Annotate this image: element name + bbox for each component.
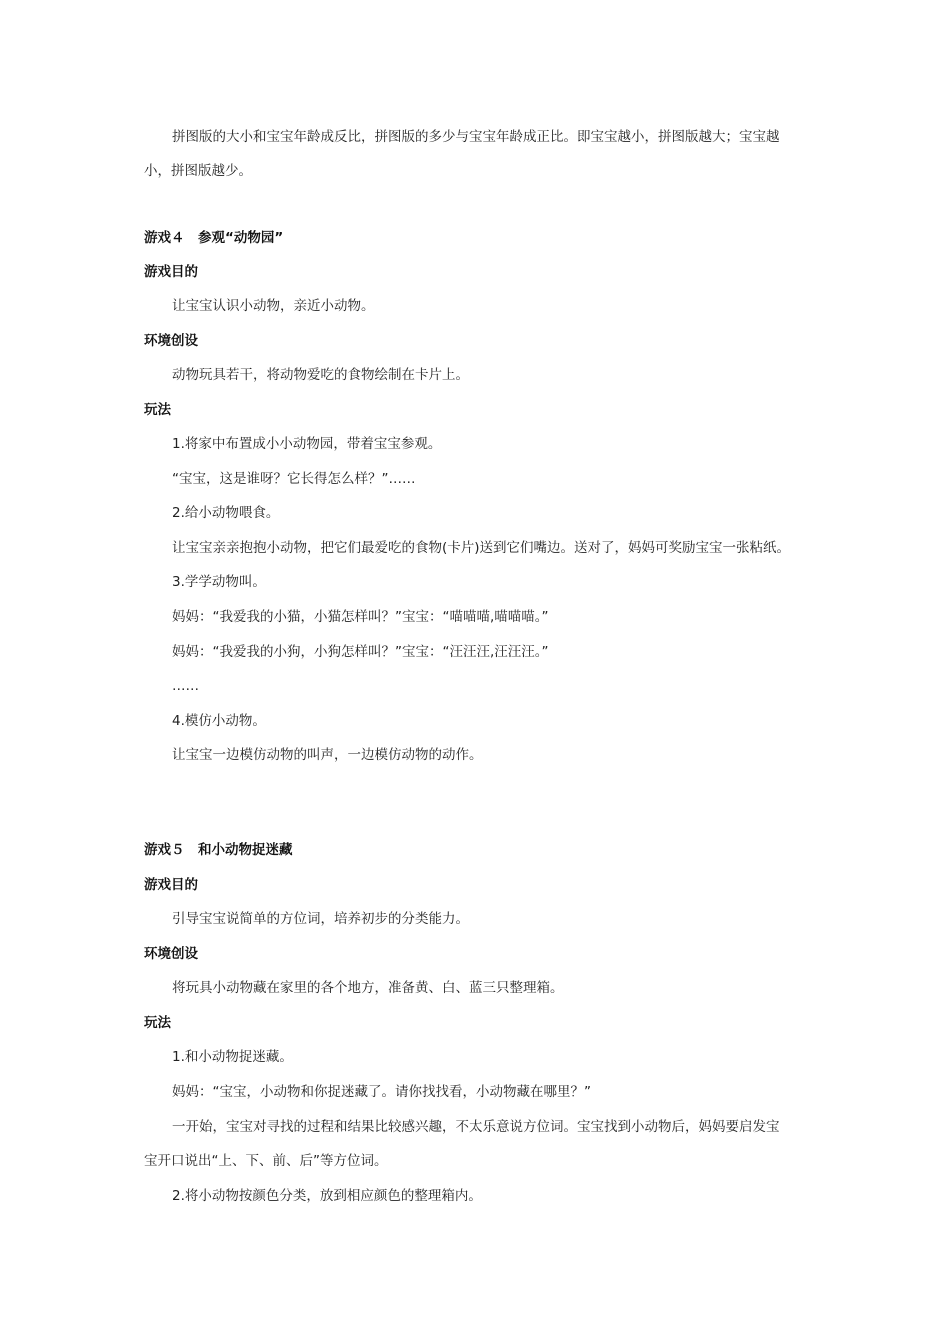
game4-play-heading: 玩法 <box>144 402 171 418</box>
game4-step-1: 1.将家中布置成小小动物园，带着宝宝参观。 <box>172 436 442 452</box>
game4-setup-text: 动物玩具若干，将动物爱吃的食物绘制在卡片上。 <box>172 367 469 383</box>
game5-detail-line-2: 宝开口说出“上、下、前、后”等方位词。 <box>144 1153 388 1169</box>
game4-title: 游戏４ 参观“动物园” <box>144 230 284 246</box>
intro-paragraph-line-2: 小，拼图版越少。 <box>144 163 252 179</box>
game5-setup-text: 将玩具小动物藏在家里的各个地方，准备黄、白、蓝三只整理箱。 <box>172 980 564 996</box>
game4-goal-heading: 游戏目的 <box>144 264 198 280</box>
game4-dialogue: “宝宝，这是谁呀？它长得怎么样？”…… <box>172 471 416 487</box>
game4-step-2: 2.给小动物喂食。 <box>172 505 280 521</box>
game5-goal-text: 引导宝宝说简单的方位词，培养初步的分类能力。 <box>172 911 469 927</box>
game4-ellipsis: …… <box>172 678 199 694</box>
game5-setup-heading: 环境创设 <box>144 946 198 962</box>
game4-step-2-detail: 让宝宝亲亲抱抱小动物，把它们最爱吃的食物(卡片)送到它们嘴边。送对了，妈妈可奖励宝宝一张粘纸。 <box>172 540 791 556</box>
game5-step-2: 2.将小动物按颜色分类，放到相应颜色的整理箱内。 <box>172 1188 482 1204</box>
game4-cat-dialogue: 妈妈：“我爱我的小猫，小猫怎样叫？”宝宝：“喵喵喵,喵喵喵。” <box>172 609 549 625</box>
game4-goal-text: 让宝宝认识小动物，亲近小动物。 <box>172 298 375 314</box>
game4-dog-dialogue: 妈妈：“我爱我的小狗，小狗怎样叫？”宝宝：“汪汪汪,汪汪汪。” <box>172 644 549 660</box>
game4-step-3: 3.学学动物叫。 <box>172 574 266 590</box>
game4-step-4-detail: 让宝宝一边模仿动物的叫声，一边模仿动物的动作。 <box>172 747 483 763</box>
game5-step-1: 1.和小动物捉迷藏。 <box>172 1049 293 1065</box>
game5-detail-line-1: 一开始，宝宝对寻找的过程和结果比较感兴趣，不太乐意说方位词。宝宝找到小动物后，妈妈要启发宝 <box>172 1119 780 1135</box>
game5-dialogue: 妈妈：“宝宝，小动物和你捉迷藏了。请你找找看，小动物藏在哪里？” <box>172 1084 591 1100</box>
intro-paragraph-line-1: 拼图版的大小和宝宝年龄成反比，拼图版的多少与宝宝年龄成正比。即宝宝越小，拼图版越大；宝宝越 <box>172 129 780 145</box>
game5-goal-heading: 游戏目的 <box>144 877 198 893</box>
game5-title: 游戏５ 和小动物捉迷藏 <box>144 842 293 858</box>
game5-play-heading: 玩法 <box>144 1015 171 1031</box>
game4-setup-heading: 环境创设 <box>144 333 198 349</box>
game4-step-4: 4.模仿小动物。 <box>172 713 266 729</box>
